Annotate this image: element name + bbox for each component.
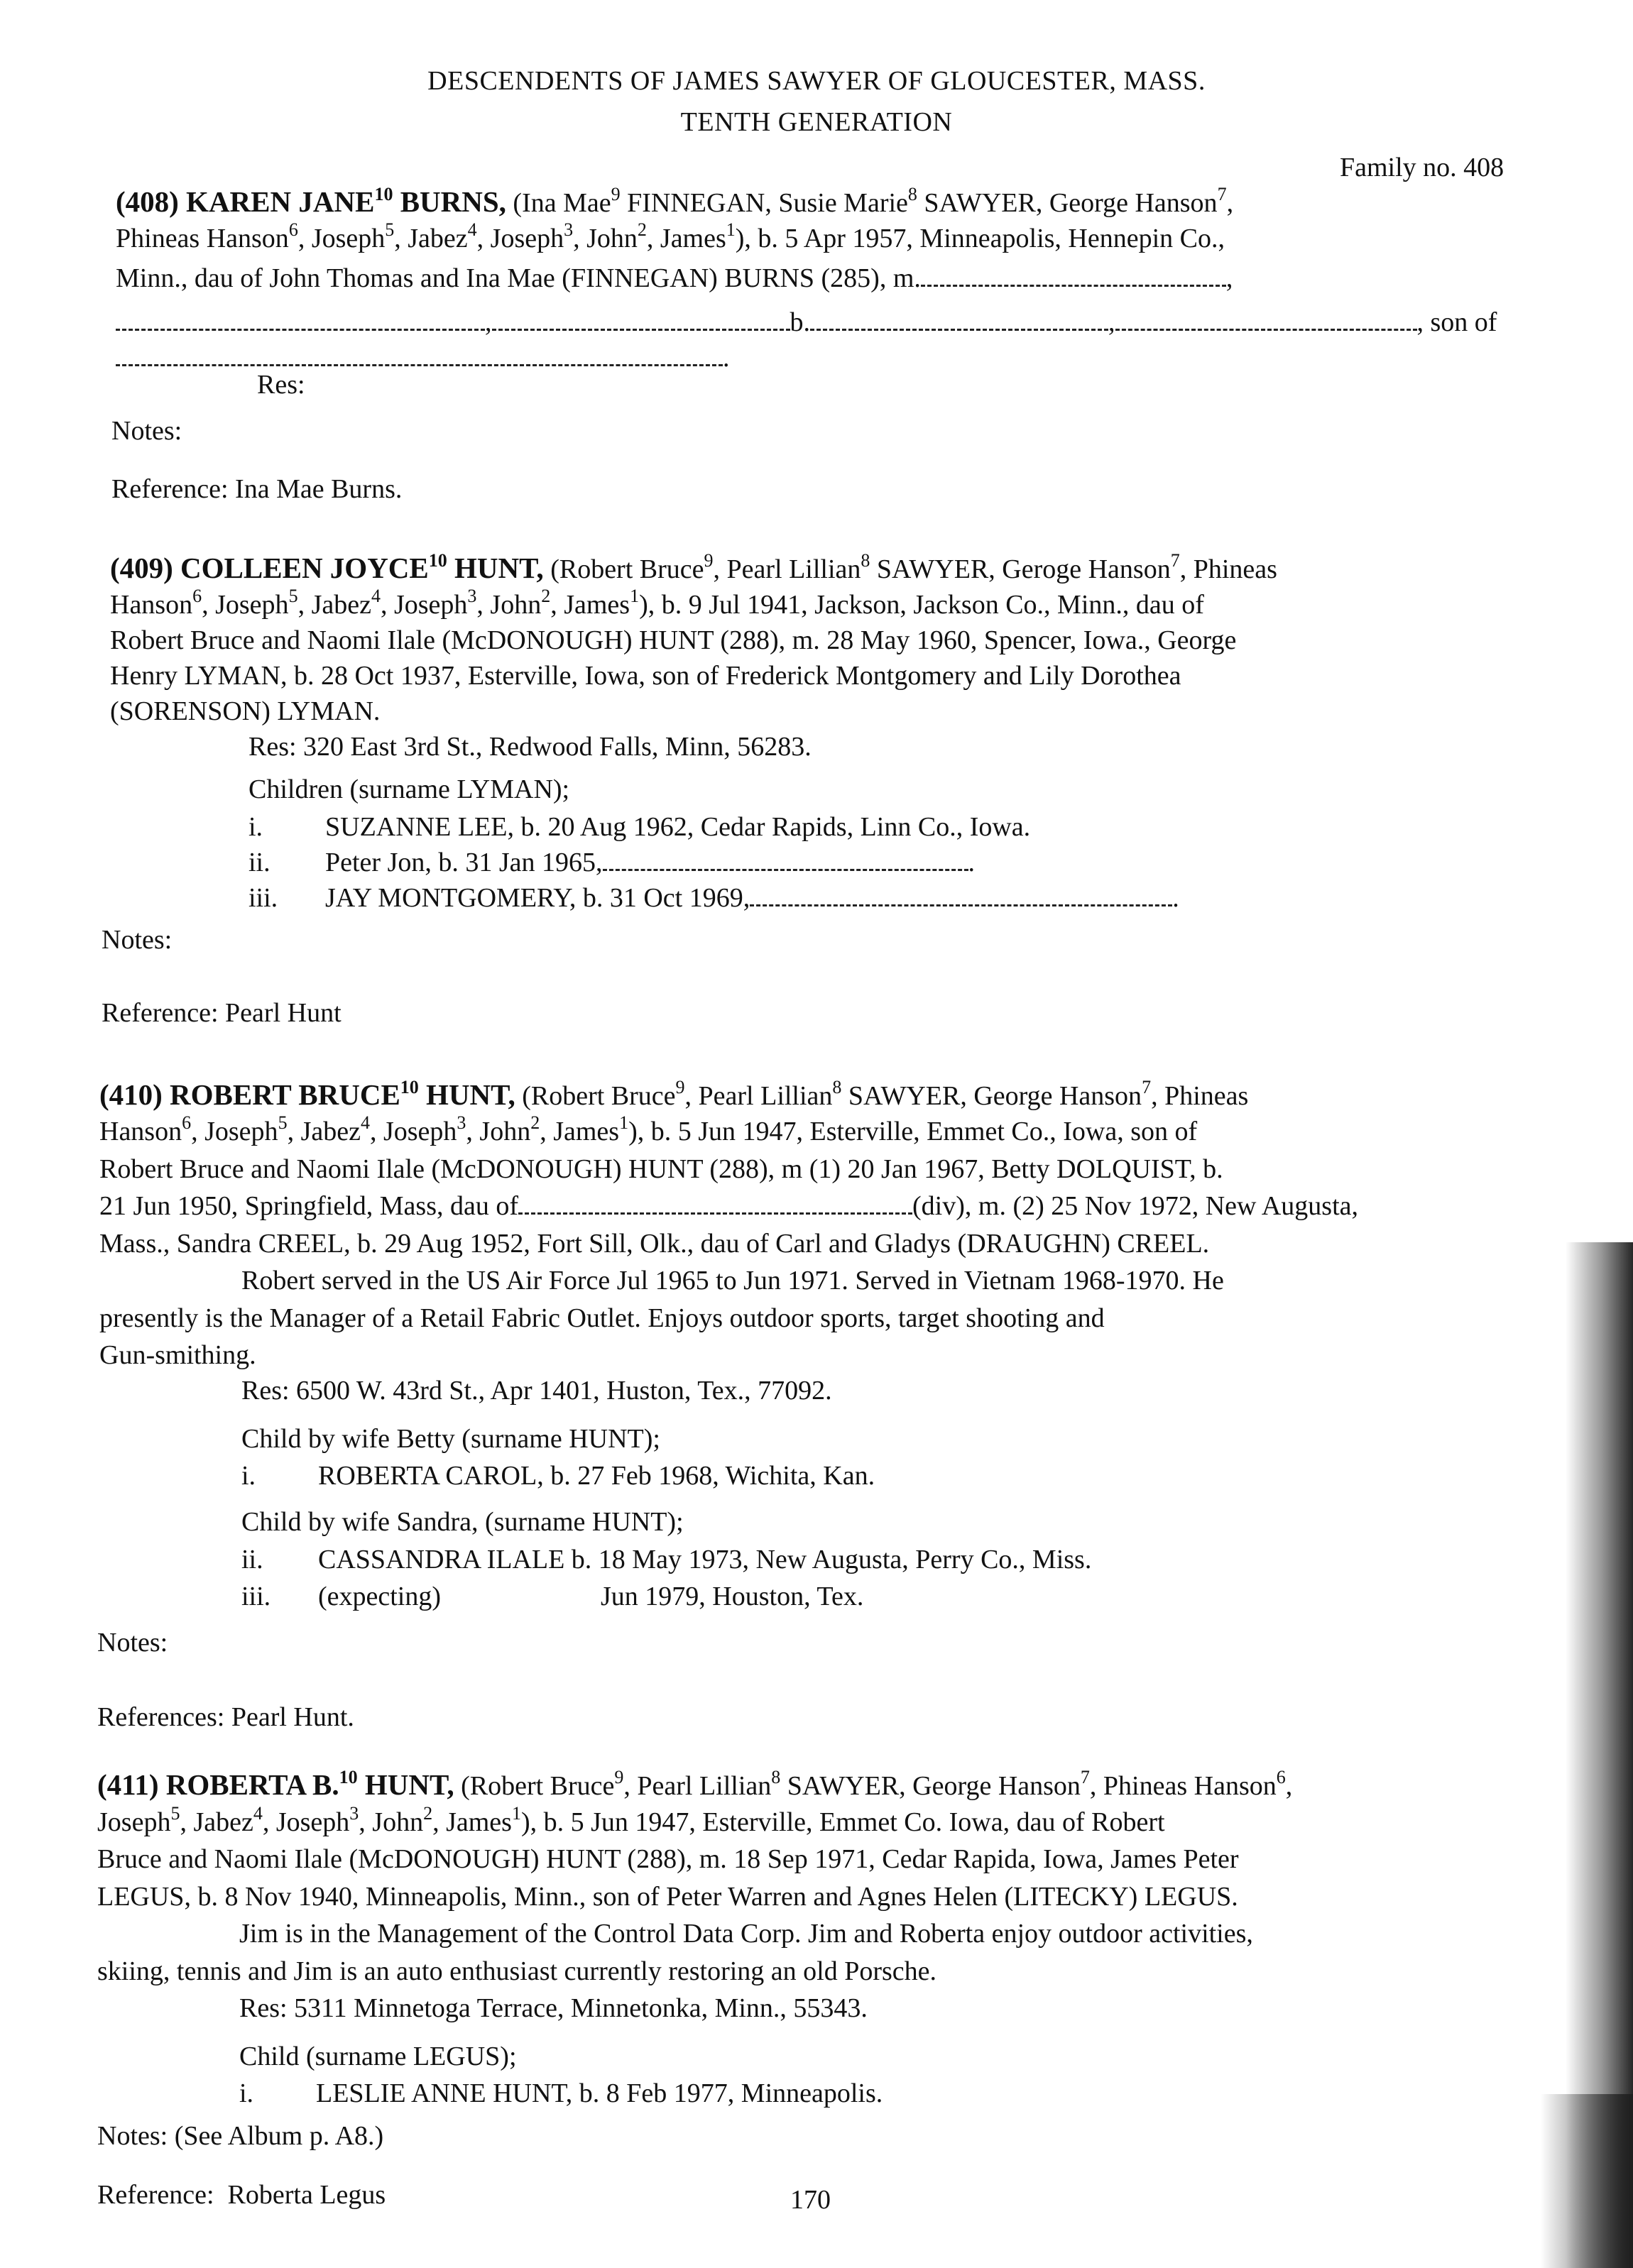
entry-409-line-4: Henry LYMAN, b. 28 Oct 1937, Esterville, Iowa, son of Frederick Montgomery and Lily Dorothea [110, 661, 1181, 691]
document-subtitle: TENTH GENERATION [680, 107, 953, 137]
entry-410-line-5: Mass., Sandra CREEL, b. 29 Aug 1952, Fort Sill, Olk., dau of Carl and Gladys (DRAUGHN) CREEL. [99, 1229, 1210, 1259]
entry-410-line-3: Robert Bruce and Naomi Ilale (McDONOUGH) HUNT (288), m (1) 20 Jan 1967, Betty DOLQUIST, b. [99, 1154, 1223, 1184]
entry-411-line-1: (411) ROBERTA B.$^{10}$ HUNT, (Robert Bruce$^9$, Pearl Lillian$^8$ SAWYER, George Hanson$^7$, Phineas Hanson$^6$, [97, 1767, 1293, 1801]
entry-410-child2-label: Child by wife Sandra, (surname HUNT); [241, 1507, 684, 1537]
entry-410-child-1: i. ROBERTA CAROL, b. 27 Feb 1968, Wichita, Kan. [241, 1461, 875, 1491]
entry-410-line-1: (410) ROBERT BRUCE$^{10}$ HUNT, (Robert Bruce$^9$, Pearl Lillian$^8$ SAWYER, George Hanson$^7$, Phineas [99, 1077, 1249, 1111]
entry-411-child-1: i. LESLIE ANNE HUNT, b. 8 Feb 1977, Minneapolis. [239, 2078, 883, 2108]
entry-409-line-2: Hanson$^6$, Joseph$^5$, Jabez$^4$, Joseph$^3$, John$^2$, James$^1$), b. 9 Jul 1941, Jackson, Jackson Co., Minn., dau of [110, 586, 1204, 620]
entry-409-children-label: Children (surname LYMAN); [248, 774, 570, 804]
entry-410-child-3: iii. (expecting) Jun 1979, Houston, Tex. [241, 1582, 864, 1611]
entry-411-line-4: LEGUS, b. 8 Nov 1940, Minneapolis, Minn., son of Peter Warren and Agnes Helen (LITECKY) LEGUS. [97, 1882, 1238, 1912]
entry-408-line-5: . [116, 342, 730, 373]
entry-411-res: Res: 5311 Minnetoga Terrace, Minnetonka, Minn., 55343. [239, 1993, 868, 2023]
entry-409-name: (409) COLLEEN JOYCE$^{10}$ HUNT, [110, 550, 544, 584]
entry-409-child-3: iii. JAY MONTGOMERY, b. 31 Oct 1969, . [248, 883, 1179, 913]
entry-409-line-1: (409) COLLEEN JOYCE$^{10}$ HUNT, (Robert Bruce$^9$, Pearl Lillian$^8$ SAWYER, Geroge Hanson$^7$, Phineas [110, 550, 1277, 584]
entry-409-res: Res: 320 East 3rd St., Redwood Falls, Minn, 56283. [248, 732, 812, 762]
entry-409-reference: Reference: Pearl Hunt [102, 998, 342, 1028]
entry-408-name: (408) KAREN JANE$^{10}$ BURNS, [116, 184, 506, 218]
entry-410-para-2: presently is the Manager of a Retail Fabric Outlet. Enjoys outdoor sports, target shooting and [99, 1303, 1105, 1333]
document-title: DESCENDENTS OF JAMES SAWYER OF GLOUCESTER, MASS. [427, 66, 1206, 96]
entry-409-line-5: (SORENSON) LYMAN. [110, 696, 381, 726]
entry-411-line-2: Joseph$^5$, Jabez$^4$, Joseph$^3$, John$^2$, James$^1$), b. 5 Jun 1947, Esterville, Emmet Co. Iowa, dau of Robert [97, 1803, 1165, 1837]
entry-410-child-2: ii. CASSANDRA ILALE b. 18 May 1973, New Augusta, Perry Co., Miss. [241, 1545, 1092, 1574]
entry-408-notes: Notes: [111, 416, 182, 446]
entry-411-notes: Notes: (See Album p. A8.) [97, 2121, 384, 2151]
entry-408-line-3: Minn., dau of John Thomas and Ina Mae (FINNEGAN) BURNS (285), m. , [116, 263, 1233, 293]
entry-409-child-2: ii. Peter Jon, b. 31 Jan 1965, . [248, 848, 976, 877]
entry-410-res: Res: 6500 W. 43rd St., Apr 1401, Huston, Tex., 77092. [241, 1376, 832, 1406]
entry-410-para-1: Robert served in the US Air Force Jul 1965 to Jun 1971. Served in Vietnam 1968-1970. He [241, 1266, 1224, 1295]
entry-411-para-1: Jim is in the Management of the Control Data Corp. Jim and Roberta enjoy outdoor activities, [239, 1919, 1253, 1949]
entry-408-line-4: , b. , , son of [116, 307, 1497, 338]
entry-410-line-2: Hanson$^6$, Joseph$^5$, Jabez$^4$, Joseph$^3$, John$^2$, James$^1$), b. 5 Jun 1947, Esterville, Emmet Co., Iowa, son of [99, 1112, 1198, 1146]
entry-411-line-3: Bruce and Naomi Ilale (McDONOUGH) HUNT (288), m. 18 Sep 1971, Cedar Rapida, Iowa, James Peter [97, 1844, 1239, 1874]
entry-409-notes: Notes: [102, 925, 173, 955]
entry-408-line-2: Phineas Hanson$^6$, Joseph$^5$, Jabez$^4$, Joseph$^3$, John$^2$, James$^1$), b. 5 Apr 1957, Minneapolis, Hennepin Co., [116, 219, 1225, 253]
entry-411-para-2: skiing, tennis and Jim is an auto enthusiast currently restoring an old Porsche. [97, 1956, 937, 1986]
entry-411-reference: Reference: Roberta Legus [97, 2180, 386, 2210]
entry-410-child1-label: Child by wife Betty (surname HUNT); [241, 1424, 660, 1454]
scan-corner-shadow [1541, 2094, 1633, 2268]
entry-408-line-1: (408) KAREN JANE$^{10}$ BURNS, (Ina Mae$^9$ FINNEGAN, Susie Marie$^8$ SAWYER, George Hanson$^7$, [116, 184, 1234, 218]
entry-410-para-3: Gun-smithing. [99, 1340, 256, 1370]
page-number: 170 [790, 2185, 831, 2215]
entry-408-reference: Reference: Ina Mae Burns. [111, 474, 403, 504]
entry-410-line-4: 21 Jun 1950, Springfield, Mass, dau of (div), m. (2) 25 Nov 1972, New Augusta, [99, 1191, 1359, 1221]
entry-411-name: (411) ROBERTA B.$^{10}$ HUNT, [97, 1767, 454, 1801]
entry-409-child-1: i. SUZANNE LEE, b. 20 Aug 1962, Cedar Rapids, Linn Co., Iowa. [248, 812, 1031, 842]
entry-410-reference: References: Pearl Hunt. [97, 1702, 354, 1732]
entry-410-name: (410) ROBERT BRUCE$^{10}$ HUNT, [99, 1077, 515, 1111]
entry-411-child-label: Child (surname LEGUS); [239, 2042, 517, 2071]
entry-410-notes: Notes: [97, 1628, 168, 1658]
family-number: Family no. 408 [1340, 153, 1504, 182]
entry-409-line-3: Robert Bruce and Naomi Ilale (McDONOUGH) HUNT (288), m. 28 May 1960, Spencer, Iowa., George [110, 625, 1237, 655]
entry-408-res: Res: [257, 370, 305, 400]
